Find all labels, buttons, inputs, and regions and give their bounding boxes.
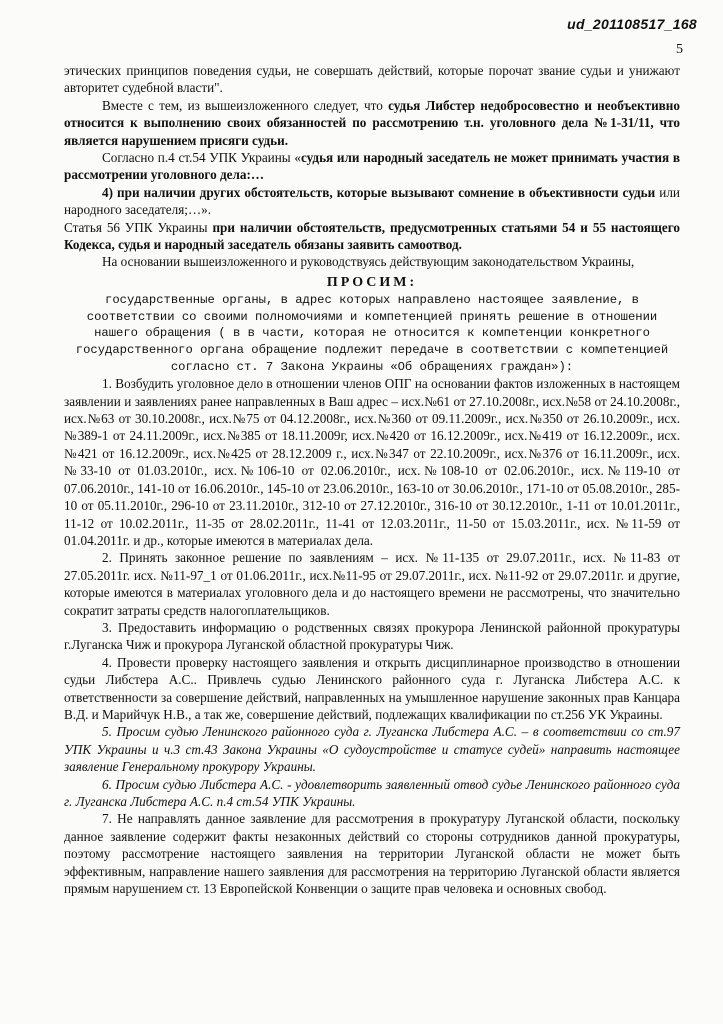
conclusion-intro: Вместе с тем, из вышеизложенного следует, что bbox=[102, 97, 389, 113]
list-item-6: 6. Просим судью Либстера А.С. - удовлетворить заявленный отвод судье Ленинского районного суда г. Луганска Либстера А.С. п.4 ст.54 УПК Украины. bbox=[64, 776, 680, 809]
art54-intro: Согласно п.4 ст.54 УПК Украины « bbox=[102, 150, 301, 166]
paragraph-art54-item4 bbox=[64, 184, 680, 219]
art54-bold: судья или народный заседатель не может принимать участия в рассмотрении уголовного дела:… bbox=[64, 150, 681, 183]
list-item-3: 3. Предоставить информацию о родственных связях прокурора Ленинской районной прокуратуры г.Луганска Чиж и прокурора Луганской областной прокуратуры Чиж. bbox=[64, 619, 680, 653]
paragraph-art56 bbox=[64, 219, 680, 254]
paragraph-art54 bbox=[64, 149, 680, 184]
paragraph-basis: На основании вышеизложенного и руководствуясь действующим законодательством Украины, bbox=[102, 254, 635, 270]
list-item-5: 5. Просим судью Ленинского районного суда г. Луганска Либстера А.С. – в соответствии со ст.97 УПК Украины и ч.3 ст.43 Закона Украины «О судоустройстве и статусе судей» направить настоящее заявление Генеральному прокурору Украины. bbox=[64, 724, 680, 775]
art56-intro: Статья 56 УПК Украины bbox=[64, 219, 213, 235]
document-body bbox=[64, 62, 680, 897]
paragraph-addressees: государственные органы, в адрес которых направлено настоящее заявление, в соответствии со своими полномочиями и компетенцией принять решение в отношении нашего обращения ( в в части, которая не относится к компетенции конкретного государственного органа обращение подлежит передаче в соответствии с компетенцией согласно ст. 7 Закона Украины «Об обращениях граждан»): bbox=[75, 293, 669, 374]
list-item-4: 4. Провести проверку настоящего заявления и открыть дисциплинарное производство в отношении судьи Либстера А.С.. Привлечь судью Ленинского районного суда г. Луганска Либстера А.С. к ответственности за совершение действий, направленных на умышленное нарушение законных прав Канцара В.Д. и Марийчук Н.В., а так же, совершение действий, подлежащих квалификации по ст.256 УК Украины. bbox=[64, 654, 680, 722]
list-item-1: 1. Возбудить уголовное дело в отношении членов ОПГ на основании фактов изложенных в настоящем заявлении и заявлениях ранее направленных в Ваш адрес – исх.№61 от 27.10.2008г., исх.№58 от 24.10.2008г., исх.№63 от 30.10.2008г., исх.№75 от 04.12.2008г., исх.№360 от 09.11.2009г., исх.№350 от 26.10.2009г., исх.№389-1 от 24.11.2009г., исх.№385 от 18.11.2009г, исх.№420 от 16.12.2009г., исх.№419 от 16.12.2009г., исх.№421 от 16.12.2009г., исх.№425 от 28.12.2009 г., исх.№347 от 22.10.2009г., исх.№376 от 16.11.2009г., исх.№33-10 от 01.03.2010г., исх.№106-10 от 02.06.2010г., исх.№108-10 от 02.06.2010г., исх.№119-10 от 07.06.2010г., 141-10 от 16.06.2010г., 145-10 от 23.06.2010г., 163-10 от 30.06.2010г., 171-10 от 05.08.2010г., 285-10 от 05.11.2010г., 296-10 от 23.11.2010г., 312-10 от 27.12.2010г., 316-10 от 30.12.2010г., 1-11 от 10.01.2011г., 11-12 от 10.02.2011г., 11-35 от 28.02.2011г., 11-41 от 12.03.2011г., 11-50 от 15.03.2011г., исх. №11-59 от 01.04.2011г. и др., которые имеются в материалах дела. bbox=[64, 376, 680, 548]
paragraph-ethics: этических принципов поведения судьи, не совершать действий, которые порочат звание судьи и унижают авторитет судебной власти". bbox=[64, 63, 680, 96]
document-id: ud_201108517_168 bbox=[567, 16, 697, 32]
heading-request: ПРОСИМ: bbox=[326, 274, 418, 290]
conclusion-bold: судья Либстер недобросовестно и необъективно относится к выполнению своих обязанностей по рассмотрению т.н. уголовного дела №1-31/11, что является нарушением присяги судьи. bbox=[64, 97, 680, 148]
art54-item4-bold: 4) при наличии других обстоятельств, которые вызывают сомнение в объективности судьи bbox=[102, 184, 656, 200]
art56-bold: при наличии обстоятельств, предусмотренных статьями 54 и 55 настоящего Кодекса, судья и народный заседатель обязаны заявить самоотвод. bbox=[64, 219, 680, 253]
list-item-2: 2. Принять законное решение по заявлениям – исх. №11-135 от 29.07.2011г., исх. №11-83 от 27.05.2011г. исх. №11-97_1 от 01.06.2011г., исх.№11-95 от 29.07.2011г., исх. №11-92 от 29.07.2011г. и другие, которые имеются в материалах уголовного дела и до настоящего времени не рассмотрены, что значительно сократит затраты средств налогоплательщиков. bbox=[64, 550, 680, 618]
art54-item4-tail: или народного заседателя;…». bbox=[64, 184, 680, 218]
page-number: 5 bbox=[676, 42, 683, 57]
paragraph-conclusion bbox=[64, 97, 680, 149]
list-item-7: 7. Не направлять данное заявление для рассмотрения в прокуратуру Луганской области, поскольку данное заявление содержит факты незаконных действий со стороны сотрудников данной прокуратуры, поэтому рассмотрение настоящего заявления на территории Луганской области не может быть эффективным, направление нашего заявления для рассмотрения на территорию Луганской области является прямым нарушением ст. 13 Европейской Конвенции о защите прав человека и основных свобод. bbox=[64, 811, 680, 897]
